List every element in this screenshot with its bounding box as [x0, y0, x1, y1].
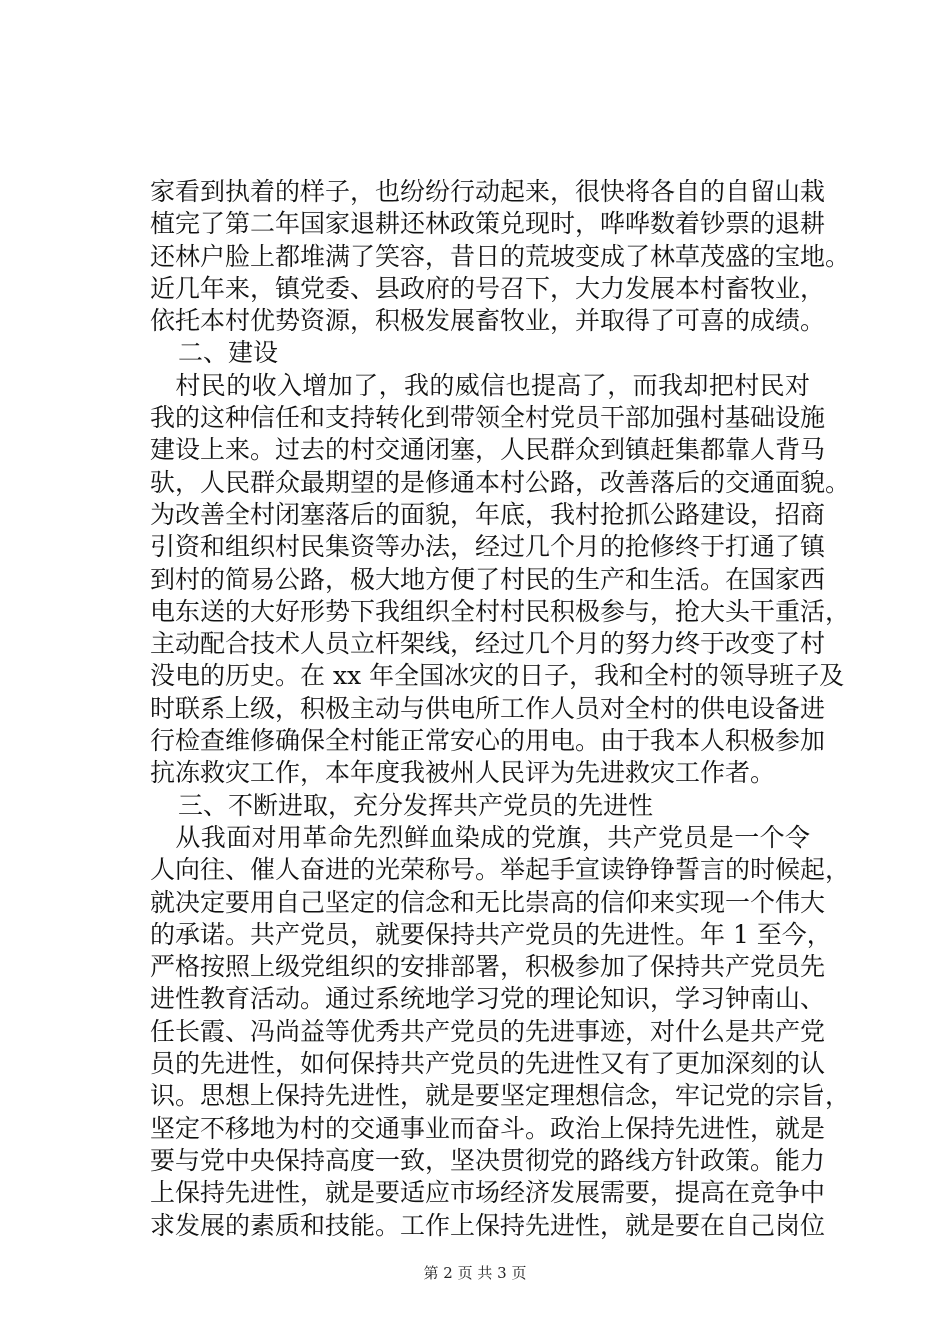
paragraph-line: 驮，人民群众最期望的是修通本村公路，改善落后的交通面貌。 — [150, 467, 851, 497]
paragraph-line: 的承诺。共产党员，就要保持共产党员的先进性。年 1 至今， — [150, 919, 832, 949]
paragraph-line: 家看到执着的样子，也纷纷行动起来，很快将各自的自留山栽 — [150, 177, 826, 206]
paragraph-line: 从我面对用革命先烈鲜血染成的党旗，共产党员是一个令 — [150, 822, 810, 852]
paragraph-line: 要与党中央保持高度一致，坚决贯彻党的路线方针政策。能力 — [150, 1145, 826, 1175]
paragraph-line: 员的先进性，如何保持共产党员的先进性又有了更加深刻的认 — [150, 1049, 826, 1079]
paragraph-line: 依托本村优势资源，积极发展畜牧业，并取得了可喜的成绩。 — [150, 306, 826, 336]
paragraph-line: 求发展的素质和技能。工作上保持先进性，就是要在自己岗位 — [150, 1210, 826, 1240]
paragraph-line: 坚定不移地为村的交通事业而奋斗。政治上保持先进性，就是 — [150, 1113, 826, 1143]
paragraph-line: 就决定要用自己坚定的信念和无比崇高的信仰来实现一个伟大 — [150, 887, 826, 917]
page-footer: 第 2 页 共 3 页 — [423, 1264, 527, 1282]
paragraph-line: 主动配合技术人员立杆架线，经过几个月的努力终于改变了村 — [150, 629, 826, 659]
paragraph-line: 我的这种信任和支持转化到带领全村党员干部加强村基础设施 — [150, 403, 826, 433]
paragraph-line: 上保持先进性，就是要适应市场经济发展需要，提高在竞争中 — [150, 1178, 826, 1208]
paragraph-line: 为改善全村闭塞落后的面貌，年底，我村抢抓公路建设，招商 — [150, 499, 826, 529]
paragraph-line: 引资和组织村民集资等办法，经过几个月的抢修终于打通了镇 — [150, 532, 826, 562]
paragraph-line: 到村的简易公路，极大地方便了村民的生产和生活。在国家西 — [150, 564, 826, 594]
paragraph-line: 时联系上级，积极主动与供电所工作人员对全村的供电设备进 — [150, 693, 826, 723]
paragraph-line: 村民的收入增加了，我的威信也提高了，而我却把村民对 — [150, 370, 810, 400]
paragraph-line: 人向往、催人奋进的光荣称号。举起手宣读铮铮誓言的时候起， — [150, 855, 851, 885]
paragraph-line: 抗冻救灾工作，本年度我被州人民评为先进救灾工作者。 — [150, 758, 776, 788]
paragraph-line: 还林户脸上都堆满了笑容，昔日的荒坡变成了林草茂盛的宝地。 — [150, 241, 851, 271]
paragraph-line: 任长霞、冯尚益等优秀共产党员的先进事迹，对什么是共产党 — [150, 1016, 826, 1046]
paragraph-line: 近几年来，镇党委、县政府的号召下，大力发展本村畜牧业， — [150, 273, 826, 303]
paragraph-line: 进性教育活动。通过系统地学习党的理论知识，学习钟南山、 — [150, 984, 826, 1014]
paragraph-line: 没电的历史。在 xx 年全国冰灾的日子，我和全村的领导班子及 — [150, 661, 845, 691]
section-heading: 二、建设 — [178, 338, 279, 368]
paragraph-line: 行检查维修确保全村能正常安心的用电。由于我本人积极参加 — [150, 726, 826, 756]
document-body — [150, 176, 851, 1242]
section-heading: 三、不断进取，充分发挥共产党员的先进性 — [178, 790, 654, 820]
paragraph-line: 植完了第二年国家退耕还林政策兑现时，哗哗数着钞票的退耕 — [150, 209, 826, 239]
paragraph-line: 电东送的大好形势下我组织全村村民积极参与，抢大头干重活， — [150, 596, 851, 626]
paragraph-line: 建设上来。过去的村交通闭塞，人民群众到镇赶集都靠人背马 — [150, 435, 826, 465]
paragraph-line: 识。思想上保持先进性，就是要坚定理想信念，牢记党的宗旨， — [150, 1081, 851, 1111]
paragraph-line: 严格按照上级党组织的安排部署，积极参加了保持共产党员先 — [150, 952, 826, 982]
